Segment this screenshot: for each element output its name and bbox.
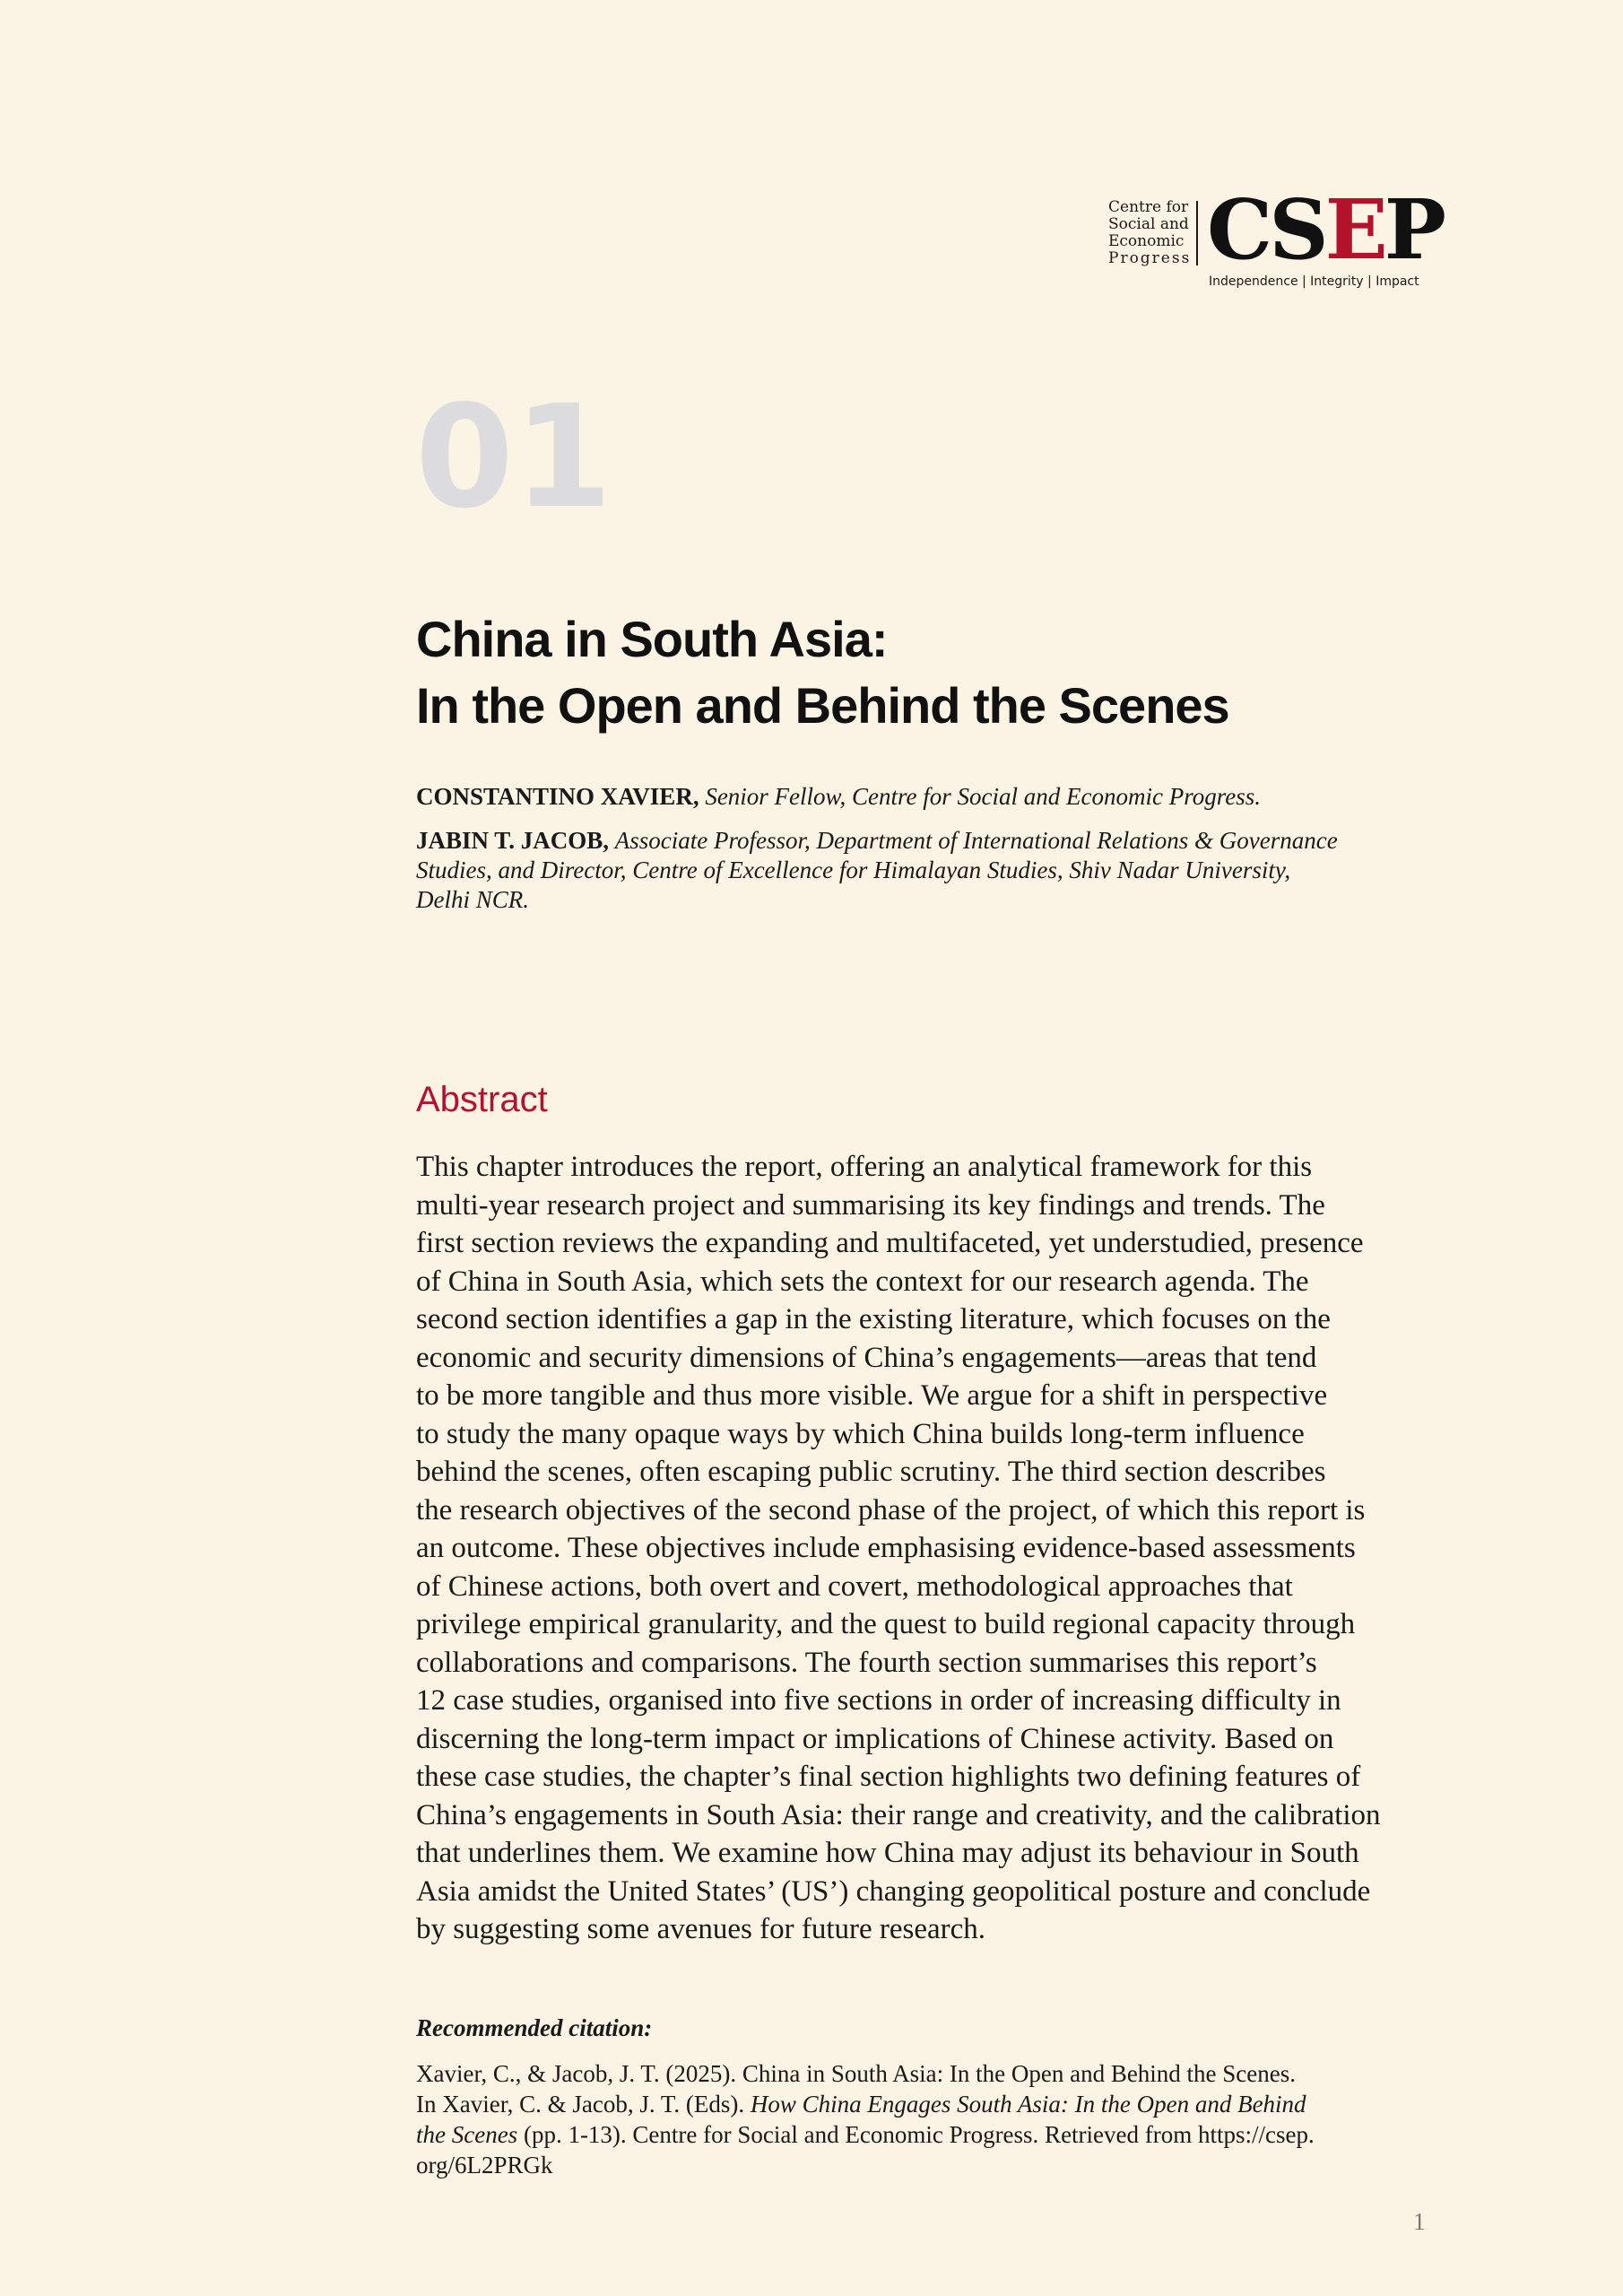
abstract-line: 12 case studies, organised into five sections in order of increasing difficulty in (416, 1684, 1341, 1717)
logo-org-line: Centre for (1108, 198, 1189, 216)
abstract-heading: Abstract (416, 1080, 548, 1119)
citation-body (416, 2058, 1447, 2180)
abstract-line: Asia amidst the United States’ (US’) changing geopolitical posture and conclude (416, 1874, 1371, 1908)
abstract-line: privilege empirical granularity, and the quest to build regional capacity through (416, 1608, 1356, 1640)
logo-org-line: Social and (1108, 215, 1189, 233)
logo-org-line: Economic (1108, 232, 1185, 250)
citation-line (416, 2089, 1447, 2119)
author-list (416, 782, 1429, 929)
citation-line: org/6L2PRGk (416, 2152, 553, 2179)
abstract-line: to be more tangible and thus more visible. We argue for a shift in perspective (416, 1379, 1328, 1412)
citation-line (416, 2119, 1447, 2150)
abstract-line: second section identifies a gap in the existing literature, which focuses on the (416, 1303, 1331, 1335)
abstract-line: multi-year research project and summarising its key findings and trends. The (416, 1188, 1325, 1222)
logo-wordmark-part: P (1384, 181, 1443, 278)
abstract-line: of China in South Asia, which sets the context for our research agenda. The (416, 1265, 1309, 1298)
abstract-line: that underlines them. We examine how China may adjust its behaviour in South (416, 1837, 1359, 1869)
citation-book-title: How China Engages South Asia: In the Open and Behind (750, 2091, 1306, 2118)
citation-line: Xavier, C., & Jacob, J. T. (2025). China in South Asia: In the Open and Behind the Scenes. (416, 2060, 1297, 2087)
abstract-line: an outcome. These objectives include emphasising evidence-based assessments (416, 1532, 1356, 1564)
title-line: In the Open and Behind the Scenes (416, 677, 1229, 734)
citation-text: (pp. 1-13). Centre for Social and Economic Progress. Retrieved from https://csep. (517, 2121, 1315, 2148)
author-role: Delhi NCR. (416, 886, 529, 913)
abstract-line: to study the many opaque ways by which China builds long-term influence (416, 1417, 1305, 1450)
abstract-body (416, 1148, 1447, 1949)
abstract-line: China’s engagements in South Asia: their range and creativity, and the calibration (416, 1798, 1381, 1831)
abstract-line: first section reviews the expanding and multifaceted, yet understudied, presence (416, 1227, 1364, 1259)
abstract-line: the research objectives of the second phase of the project, of which this report is (416, 1493, 1366, 1526)
abstract-line: This chapter introduces the report, offering an analytical framework for this (416, 1151, 1313, 1183)
logo-divider (1196, 201, 1198, 265)
author-role: Associate Professor, Department of International Relations & Governance (614, 827, 1338, 854)
abstract-line: these case studies, the chapter’s final section highlights two defining features of (416, 1761, 1361, 1793)
page-number: 1 (1413, 2208, 1426, 2235)
csep-logo (1108, 181, 1443, 294)
chapter-number: 01 (415, 375, 612, 540)
author-entry (416, 826, 1429, 915)
logo-wordmark-accent: E (1324, 181, 1384, 278)
logo-wordmark-part: CS (1207, 181, 1325, 278)
author-name: CONSTANTINO XAVIER, (416, 783, 699, 810)
author-role: Studies, and Director, Centre of Excellence for Himalayan Studies, Shiv Nadar University, (416, 857, 1291, 883)
abstract-line: collaborations and comparisons. The fourth section summarises this report’s (416, 1646, 1317, 1679)
citation-label: Recommended citation: (416, 2014, 653, 2041)
citation-text: In Xavier, C. & Jacob, J. T. (Eds). (416, 2091, 751, 2118)
page-title (416, 606, 1492, 739)
logo-org-line: Progress (1108, 249, 1192, 267)
logo-tagline: Independence | Integrity | Impact (1209, 274, 1419, 289)
logo-org-name (1108, 199, 1191, 267)
author-name: JABIN T. JACOB, (416, 827, 610, 854)
abstract-line: behind the scenes, often escaping public scrutiny. The third section describes (416, 1456, 1326, 1488)
abstract-line: by suggesting some avenues for future research. (416, 1913, 986, 1945)
author-entry (416, 782, 1429, 812)
citation-book-title: the Scenes (416, 2121, 518, 2148)
abstract-line: of Chinese actions, both overt and covert, methodological approaches that (416, 1570, 1293, 1603)
title-line: China in South Asia: (416, 611, 888, 667)
abstract-line: discerning the long-term impact or implications of Chinese activity. Based on (416, 1722, 1334, 1755)
logo-wordmark (1207, 181, 1443, 278)
abstract-line: economic and security dimensions of China’s engagements—areas that tend (416, 1341, 1317, 1374)
author-role: Senior Fellow, Centre for Social and Economic Progress. (705, 783, 1261, 810)
